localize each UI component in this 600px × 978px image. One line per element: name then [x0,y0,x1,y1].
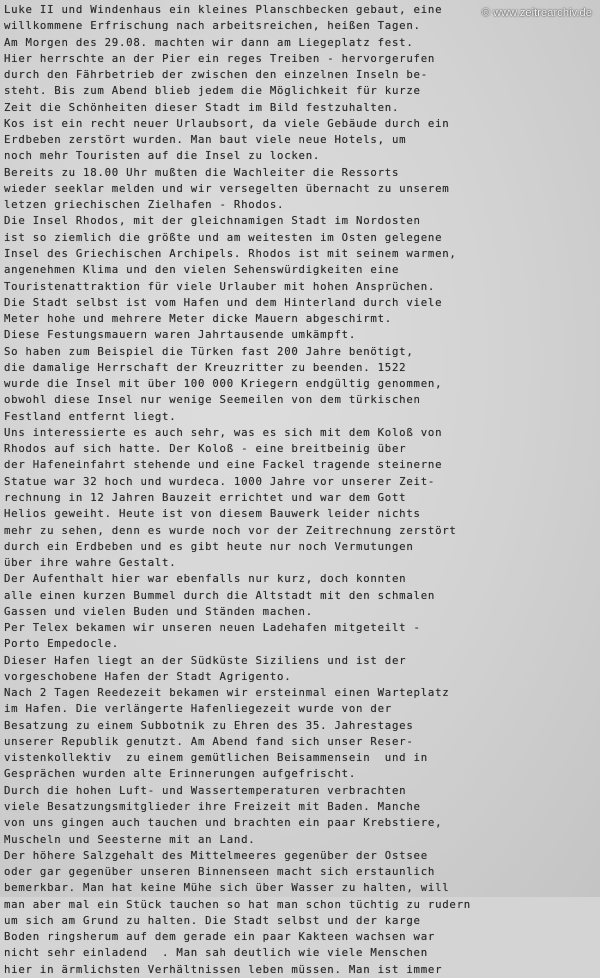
text-line: Besatzung zu einem Subbotnik zu Ehren des 35. Jahrestages [4,718,414,732]
text-line: Statue war 32 hoch und wurdeca. 1000 Jahre vor unserer Zeit- [4,474,436,488]
text-line: rechnung in 12 Jahren Bauzeit errichtet und war dem Gott [4,490,407,504]
text-line: Bereits zu 18.00 Uhr mußten die Wachleiter die Ressorts [4,165,400,179]
text-line: Der Aufenthalt hier war ebenfalls nur kurz, doch konnten [4,572,407,586]
text-line: man aber mal ein Stück tauchen so hat man schon tüchtig zu rudern [4,897,471,911]
text-line: Gesprächen wurden alte Erinnerungen aufgefrischt. [4,767,357,781]
text-line: Luke II und Windenhaus ein kleines Planschbecken gebaut, eine [4,3,443,16]
text-line: Diese Festungsmauern waren Jahrtausende umkämpft. [4,328,357,342]
text-line: Durch die hohen Luft- und Wassertemperaturen verbrachten [4,783,407,797]
text-line: Nach 2 Tagen Reedezeit bekamen wir ersteinmal einen Warteplatz [4,686,450,700]
typed-text-body [4,2,600,978]
text-line: Dieser Hafen liegt an der Südküste Siziliens und ist der [4,653,407,667]
text-line: von uns gingen auch tauchen und brachten ein paar Krebstiere, [4,816,443,830]
text-line: wurde die Insel mit über 100 000 Kriegern endgültig genommen, [4,377,443,391]
text-line: Insel des Griechischen Archipels. Rhodos ist mit seinem warmen, [4,246,457,260]
text-line: nicht sehr einladend . Man sah deutlich wie viele Menschen [4,946,428,960]
text-line: wieder seeklar melden und wir versegelten übernacht zu unserem [4,181,450,195]
text-line: Helios geweiht. Heute ist von diesem Bauwerk leider nichts [4,507,421,521]
text-line: über ihre wahre Gestalt. [4,556,177,570]
text-line: Hier herrschte an der Pier ein reges Treiben - hervorgerufen [4,51,436,65]
archive-watermark: © www.zeitrearchiv.de [481,7,592,19]
text-line: oder gar gegenüber unseren Binnenseen macht sich erstaunlich [4,865,436,879]
text-line: Uns interessierte es auch sehr, was es sich mit dem Koloß von [4,425,443,439]
text-line: mehr zu sehen, denn es wurde noch vor der Zeitrechnung zerstört [4,523,457,537]
text-line: die damalige Herrschaft der Kreuzritter zu beenden. 1522 [4,360,407,374]
text-line: Gassen und vielen Buden und Ständen machen. [4,604,313,618]
text-line: hier in ärmlichsten Verhältnissen leben müssen. Man ist immer [4,962,443,976]
text-line: durch ein Erdbeben und es gibt heute nur noch Vermutungen [4,539,414,553]
text-line: obwohl diese Insel nur wenige Seemeilen von dem türkischen [4,393,421,407]
text-line: Porto Empedocle. [4,637,119,651]
text-line: alle einen kurzen Bummel durch die Altstadt mit den schmalen [4,588,436,602]
text-line: Meter hohe und mehrere Meter dicke Mauern abgeschirmt. [4,312,392,326]
text-line: Am Morgen des 29.08. machten wir dann am Liegeplatz fest. [4,35,414,49]
text-line: Die Insel Rhodos, mit der gleichnamigen Stadt im Nordosten [4,214,421,228]
text-line: Kos ist ein recht neuer Urlaubsort, da viele Gebäude durch ein [4,116,450,130]
text-line: Zeit die Schönheiten dieser Stadt im Bild festzuhalten. [4,100,400,114]
text-line: der Hafeneinfahrt stehende und eine Fackel tragende steinerne [4,458,443,472]
text-line: Per Telex bekamen wir unseren neuen Ladehafen mitgeteilt - [4,621,421,635]
text-line: letzen griechischen Zielhafen - Rhodos. [4,198,285,212]
text-line: willkommene Erfrischung nach arbeitsreichen, heißen Tagen. [4,19,421,33]
text-line: Der höhere Salzgehalt des Mittelmeeres gegenüber der Ostsee [4,848,428,862]
text-line: Festland entfernt liegt. [4,409,177,423]
text-line: Boden ringsherum auf dem gerade ein paar Kakteen wachsen war [4,930,436,944]
text-line: unserer Republik genutzt. Am Abend fand sich unser Reser- [4,734,414,748]
text-line: Muscheln und Seesterne mit an Land. [4,832,256,846]
text-line: Die Stadt selbst ist vom Hafen und dem Hinterland durch viele [4,295,443,309]
text-line: Touristenattraktion für viele Urlauber mit hohen Ansprüchen. [4,279,436,293]
text-line: vorgeschobene Hafen der Stadt Agrigento. [4,669,292,683]
text-line: bemerkbar. Man hat keine Mühe sich über Wasser zu halten, will [4,881,450,895]
text-line: noch mehr Touristen auf die Insel zu locken. [4,149,321,163]
text-line: ist so ziemlich die größte und am weitesten im Osten gelegene [4,230,443,244]
text-line: um sich am Grund zu halten. Die Stadt selbst und der karge [4,913,421,927]
text-line: So haben zum Beispiel die Türken fast 200 Jahre benötigt, [4,344,414,358]
text-line: Rhodos auf sich hatte. Der Koloß - eine breitbeinig über [4,442,407,456]
text-line: im Hafen. Die verlängerte Hafenliegezeit wurde von der [4,702,392,716]
text-line: vistenkollektiv zu einem gemütlichen Beisammensein und in [4,751,428,765]
text-line: steht. Bis zum Abend blieb jedem die Möglichkeit für kurze [4,84,421,98]
text-line: durch den Fährbetrieb der zwischen den einzelnen Inseln be- [4,68,428,82]
text-line: viele Besatzungsmitglieder ihre Freizeit mit Baden. Manche [4,800,421,814]
text-line: Erdbeben zerstört wurden. Man baut viele neue Hotels, um [4,133,407,147]
text-line: angenehmen Klima und den vielen Sehenswürdigkeiten eine [4,263,400,277]
